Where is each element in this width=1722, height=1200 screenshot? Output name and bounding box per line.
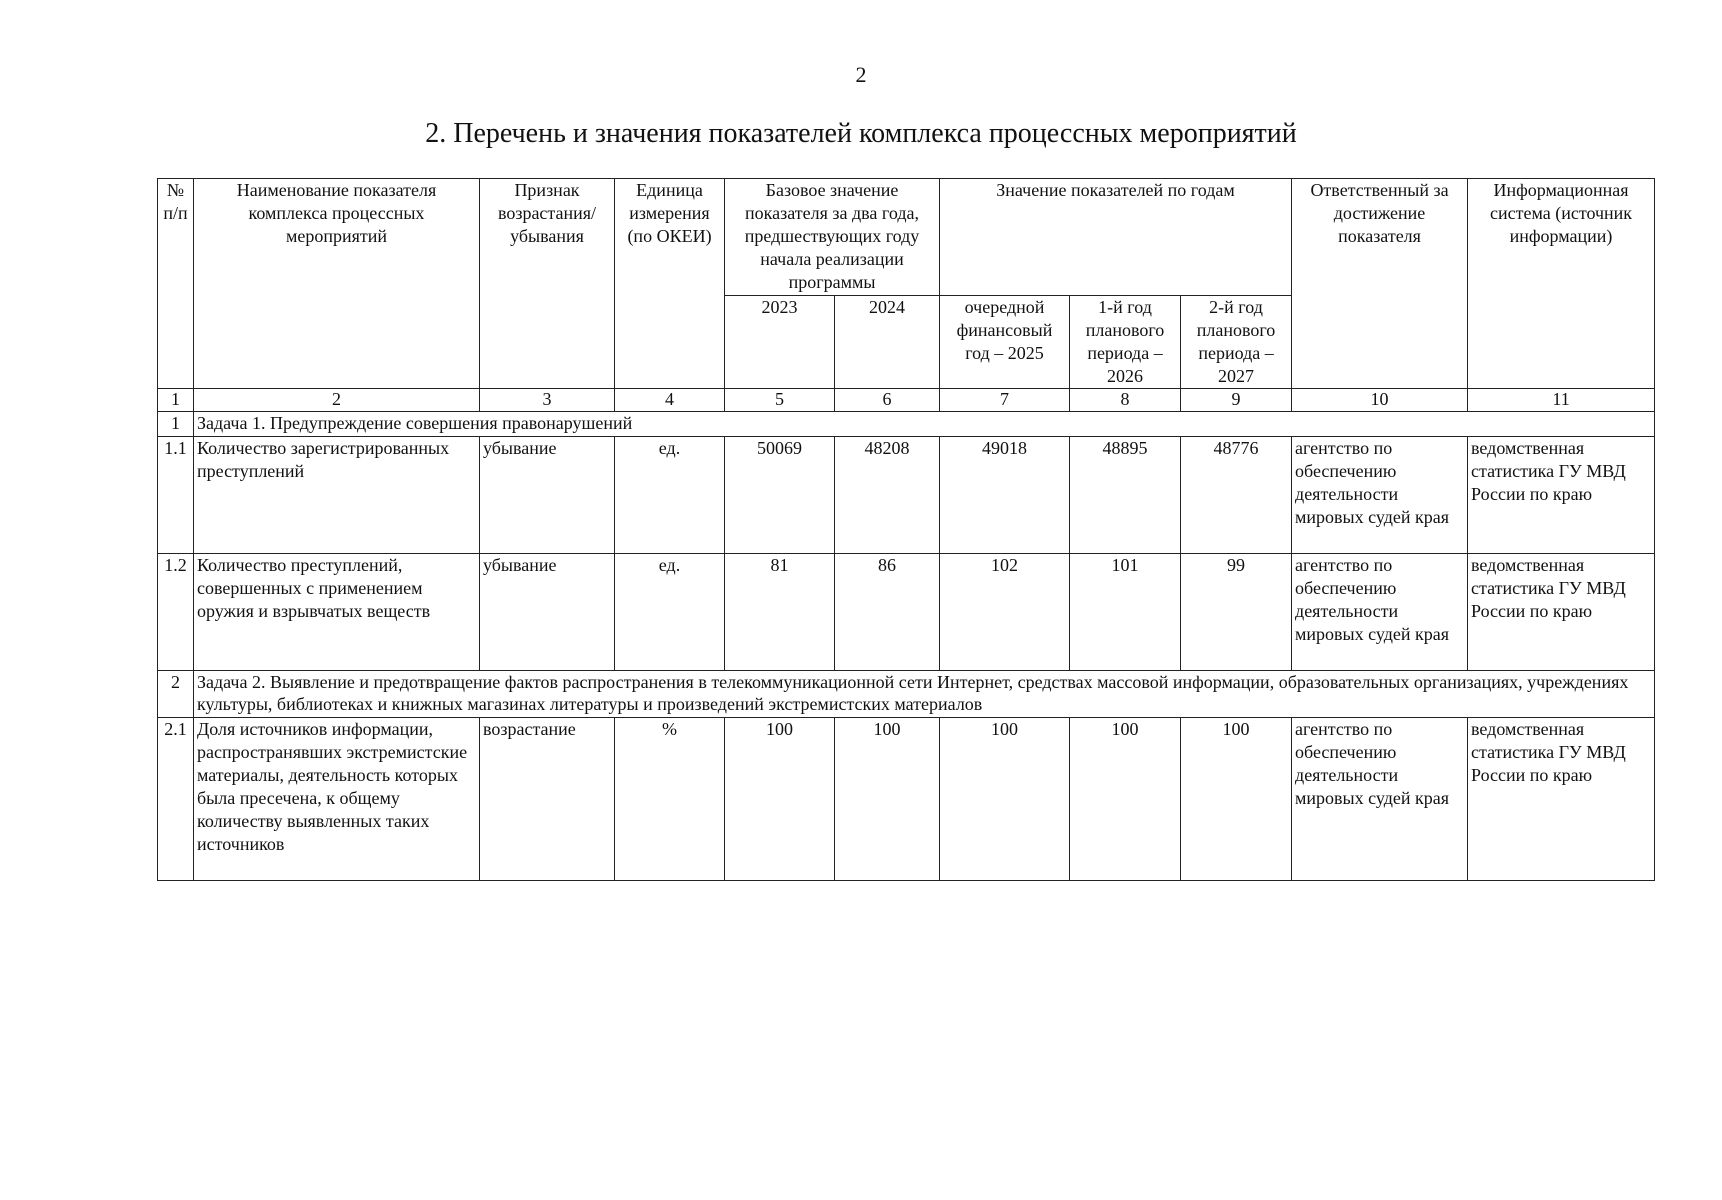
indicator-name: Количество зарегистрированных преступлений: [194, 437, 480, 554]
column-number: 10: [1292, 389, 1468, 412]
header-2023: 2023: [725, 296, 835, 389]
task-row-1: [158, 412, 1655, 437]
value-2027: 100: [1181, 718, 1292, 881]
page-number: 2: [855, 62, 867, 87]
column-number: 5: [725, 389, 835, 412]
header-2027: 2-й год планового периода – 2027: [1181, 296, 1292, 389]
column-number: 7: [940, 389, 1070, 412]
header-source: Информационная система (источник информации): [1468, 179, 1655, 389]
header-2024: 2024: [835, 296, 940, 389]
column-number: 8: [1070, 389, 1181, 412]
header-base-value: Базовое значение показателя за два года, предшествующих году начала реализации программы: [725, 179, 940, 296]
table-row: [158, 718, 1655, 881]
header-2026: 1-й год планового периода – 2026: [1070, 296, 1181, 389]
header-row-1: [158, 179, 1655, 296]
column-number: 1: [158, 389, 194, 412]
column-number: 4: [615, 389, 725, 412]
header-sign: Признак возрастания/ убывания: [480, 179, 615, 389]
value-2024: 86: [835, 554, 940, 671]
column-number: 11: [1468, 389, 1655, 412]
indicator-unit: ед.: [615, 554, 725, 671]
indicator-sign: убывание: [480, 437, 615, 554]
indicator-name: Доля источников информации, распространявших экстремистские материалы, деятельность которых была пресечена, к общему количеству выявленных таких источников: [194, 718, 480, 881]
value-2024: 100: [835, 718, 940, 881]
responsible: агентство по обеспечению деятельности мировых судей края: [1292, 437, 1468, 554]
value-2025: 49018: [940, 437, 1070, 554]
indicator-unit: ед.: [615, 437, 725, 554]
info-source: ведомственная статистика ГУ МВД России по краю: [1468, 437, 1655, 554]
column-number: 6: [835, 389, 940, 412]
value-2023: 100: [725, 718, 835, 881]
task-title: Задача 2. Выявление и предотвращение фактов распространения в телекоммуникационной сети Интернет, средствах массовой информации, образовательных организациях, учреждениях культуры, библиотеках и книжных магазинах литературы и произведений экстремистских материалов: [194, 671, 1655, 718]
task-number: 1: [158, 412, 194, 437]
column-number: 3: [480, 389, 615, 412]
info-source: ведомственная статистика ГУ МВД России по краю: [1468, 718, 1655, 881]
task-number: 2: [158, 671, 194, 718]
value-2027: 99: [1181, 554, 1292, 671]
value-2025: 102: [940, 554, 1070, 671]
task-row-2: [158, 671, 1655, 718]
row-number: 2.1: [158, 718, 194, 881]
header-name: Наименование показателя комплекса процессных мероприятий: [194, 179, 480, 389]
header-responsible: Ответственный за достижение показателя: [1292, 179, 1468, 389]
column-number: 2: [194, 389, 480, 412]
value-2025: 100: [940, 718, 1070, 881]
header-values-by-year: Значение показателей по годам: [940, 179, 1292, 296]
task-title: Задача 1. Предупреждение совершения правонарушений: [194, 412, 1655, 437]
value-2026: 48895: [1070, 437, 1181, 554]
header-num: № п/п: [158, 179, 194, 389]
table-row: [158, 437, 1655, 554]
value-2023: 50069: [725, 437, 835, 554]
document-title: 2. Перечень и значения показателей комплекса процессных мероприятий: [425, 118, 1297, 149]
table-row: [158, 554, 1655, 671]
indicator-sign: убывание: [480, 554, 615, 671]
header-unit: Единица измерения (по ОКЕИ): [615, 179, 725, 389]
value-2024: 48208: [835, 437, 940, 554]
row-number: 1.2: [158, 554, 194, 671]
responsible: агентство по обеспечению деятельности мировых судей края: [1292, 554, 1468, 671]
indicator-sign: возрастание: [480, 718, 615, 881]
row-number: 1.1: [158, 437, 194, 554]
info-source: ведомственная статистика ГУ МВД России по краю: [1468, 554, 1655, 671]
column-number: 9: [1181, 389, 1292, 412]
indicator-name: Количество преступлений, совершенных с применением оружия и взрывчатых веществ: [194, 554, 480, 671]
value-2023: 81: [725, 554, 835, 671]
value-2026: 100: [1070, 718, 1181, 881]
indicator-unit: %: [615, 718, 725, 881]
header-2025: очередной финансовый год – 2025: [940, 296, 1070, 389]
indicators-table: [157, 178, 1655, 881]
value-2027: 48776: [1181, 437, 1292, 554]
column-numbers-row: [158, 389, 1655, 412]
value-2026: 101: [1070, 554, 1181, 671]
responsible: агентство по обеспечению деятельности мировых судей края: [1292, 718, 1468, 881]
